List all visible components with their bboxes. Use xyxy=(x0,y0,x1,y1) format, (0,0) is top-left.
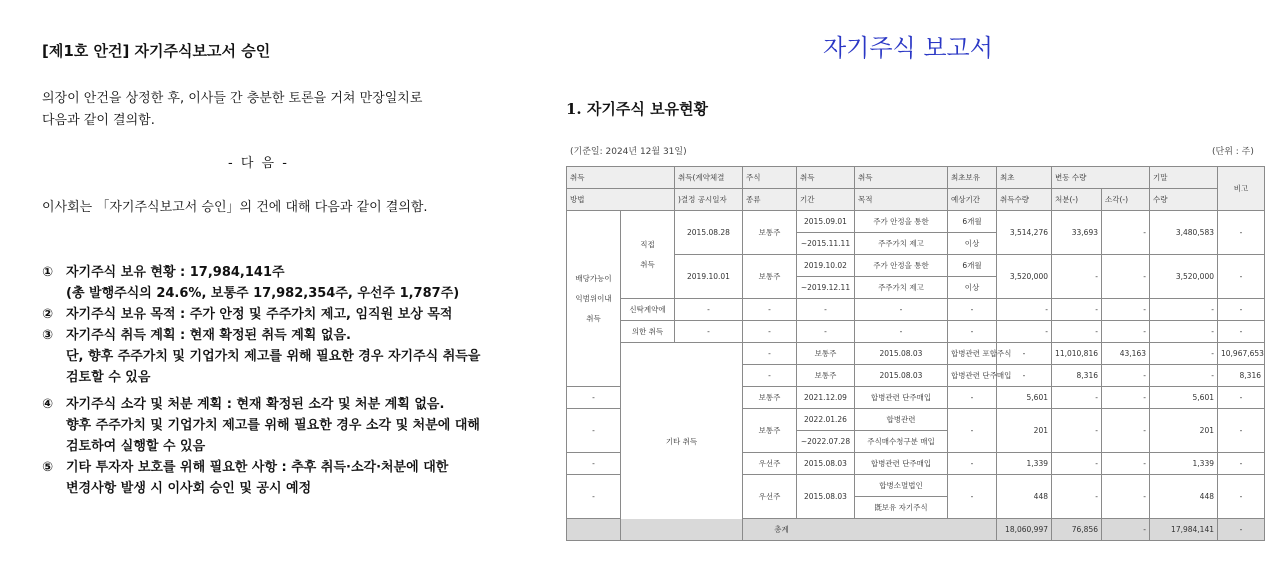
header-cell: 기간 xyxy=(797,189,855,211)
header-row xyxy=(567,167,1265,189)
header-cell: 목적 xyxy=(855,189,948,211)
table-cell: - xyxy=(997,321,1052,343)
table-cell: - xyxy=(948,321,997,343)
table-cell: - xyxy=(1102,255,1150,299)
header-cell: 기말 xyxy=(1150,167,1218,189)
subcategory-cell: 의한 취득 xyxy=(621,321,675,343)
table-cell: 주주가치 제고 xyxy=(855,277,948,299)
table-cell: 2019.10.01 xyxy=(675,255,743,299)
table-cell: 합병관련 단주매입 xyxy=(948,365,997,387)
table-cell: 2021.12.09 xyxy=(797,387,855,409)
table-cell: 보통주 xyxy=(743,211,797,255)
header-cell: 최초보유 xyxy=(948,167,997,189)
table-cell: 3,514,276 xyxy=(997,211,1052,255)
header-cell: 소각(-) xyxy=(1102,189,1150,211)
table-cell: 5,601 xyxy=(1150,387,1218,409)
item-line: 자기주식 취득 계획 : 현재 확정된 취득 계획 없음. xyxy=(66,328,351,343)
table-cell: - xyxy=(1052,409,1102,453)
table-cell: 3,520,000 xyxy=(1150,255,1218,299)
table-cell: 우선주 xyxy=(743,453,797,475)
item-line: 기타 투자자 보호를 위해 필요한 사항 : 추후 취득·소각·처분에 대한 xyxy=(66,460,449,475)
table-row xyxy=(567,299,1265,321)
table-cell: 보통주 xyxy=(797,365,855,387)
table-cell: - xyxy=(743,321,797,343)
table-cell: 2015.08.03 xyxy=(797,453,855,475)
resolution-item-5 xyxy=(42,457,480,499)
table-cell: 2019.10.02 xyxy=(797,255,855,277)
item-number: ② xyxy=(42,307,54,322)
table-cell: 5,601 xyxy=(997,387,1052,409)
table-cell: 既보유 자기주식 xyxy=(855,497,948,519)
header-cell: 방법 xyxy=(567,189,675,211)
agenda-title: [제1호 안건] 자기주식보고서 승인 xyxy=(42,42,271,60)
total-row xyxy=(567,519,1265,541)
unit-label: (단위 : 주) xyxy=(1212,147,1254,157)
header-cell: )결정 공시일자 xyxy=(675,189,743,211)
table-cell: 주주가치 제고 xyxy=(855,233,948,255)
table-cell: 33,693 xyxy=(1052,211,1102,255)
table-cell: 보통주 xyxy=(743,387,797,409)
item-line: 향후 주주가치 및 기업가치 제고를 위해 필요한 경우 소각 및 처분에 대해 xyxy=(66,418,480,433)
table-cell: 43,163 xyxy=(1102,343,1150,365)
table-cell: - xyxy=(1102,519,1150,541)
resolution-item-1 xyxy=(42,262,480,304)
header-cell: 취득(계약체결 xyxy=(675,167,743,189)
table-cell: - xyxy=(1218,519,1265,541)
dagum-heading: - 다 음 - xyxy=(228,156,289,171)
table-cell: - xyxy=(1102,365,1150,387)
table-cell: - xyxy=(1052,299,1102,321)
header-cell: 최초 xyxy=(997,167,1052,189)
table-cell: 합병관련 포합주식 xyxy=(948,343,997,365)
cell-line: 익범위이내 xyxy=(575,293,612,303)
table-cell: - xyxy=(1218,475,1265,519)
item-line: (총 발행주식의 24.6%, 보통주 17,982,354주, 우선주 1,787주) xyxy=(66,286,460,301)
table-cell: ~2019.12.11 xyxy=(797,277,855,299)
table-cell: - xyxy=(1150,321,1218,343)
table-cell: - xyxy=(1218,211,1265,255)
table-row xyxy=(567,343,1265,365)
header-cell: 취득 xyxy=(797,167,855,189)
header-cell: 예상기간 xyxy=(948,189,997,211)
table-cell: 2015.08.03 xyxy=(797,475,855,519)
table-cell: 1,339 xyxy=(997,453,1052,475)
subcategory-cell: 신탁계약에 xyxy=(621,299,675,321)
table-cell: - xyxy=(675,321,743,343)
resolution-item-3 xyxy=(42,325,480,388)
header-cell: 변동 수량 xyxy=(1052,167,1150,189)
table-cell: - xyxy=(1218,321,1265,343)
table-cell: - xyxy=(1102,409,1150,453)
item-number: ③ xyxy=(42,328,54,343)
table-cell: 1,339 xyxy=(1150,453,1218,475)
subcategory-cell xyxy=(621,211,675,299)
table-cell: - xyxy=(567,409,621,453)
table-cell: - xyxy=(997,343,1052,365)
table-cell: - xyxy=(1052,475,1102,519)
table-cell: - xyxy=(1052,255,1102,299)
header-row xyxy=(567,189,1265,211)
table-cell: 우선주 xyxy=(743,475,797,519)
table-cell: 3,520,000 xyxy=(997,255,1052,299)
item-line: 자기주식 보유 현황 : 17,984,141주 xyxy=(66,265,285,280)
table-cell: - xyxy=(743,365,797,387)
total-label: 총계 xyxy=(567,519,997,541)
table-cell: - xyxy=(567,453,621,475)
category-cell xyxy=(567,211,621,387)
intro-paragraph xyxy=(42,88,422,132)
table-cell: - xyxy=(1218,387,1265,409)
resolution-items xyxy=(42,262,480,499)
table-cell: 8,316 xyxy=(1052,365,1102,387)
table-cell: - xyxy=(675,299,743,321)
table-cell: 11,010,816 xyxy=(1052,343,1102,365)
table-row xyxy=(567,321,1265,343)
table-cell: 3,480,583 xyxy=(1150,211,1218,255)
table-cell: - xyxy=(797,321,855,343)
header-cell: 수량 xyxy=(1150,189,1218,211)
table-cell: - xyxy=(948,409,997,453)
table-cell: - xyxy=(1102,299,1150,321)
resolution-item-2 xyxy=(42,304,480,325)
table-cell: - xyxy=(743,343,797,365)
item-number: ① xyxy=(42,265,54,280)
table-cell: - xyxy=(855,321,948,343)
item-line: 단, 향후 주주가치 및 기업가치 제고를 위해 필요한 경우 자기주식 취득을 xyxy=(66,349,481,364)
treasury-stock-table xyxy=(566,166,1265,541)
header-cell: 취득수량 xyxy=(997,189,1052,211)
table-cell: 17,984,141 xyxy=(1150,519,1218,541)
table-cell: ~2015.11.11 xyxy=(797,233,855,255)
header-cell: 취득 xyxy=(855,167,948,189)
table-cell: 이상 xyxy=(948,277,997,299)
table-cell: 2015.08.03 xyxy=(855,365,948,387)
header-cell: 처분(-) xyxy=(1052,189,1102,211)
table-cell: - xyxy=(1150,343,1218,365)
table-cell: 6개월 xyxy=(948,211,997,233)
table-cell: 76,856 xyxy=(1052,519,1102,541)
table-cell: 18,060,997 xyxy=(997,519,1052,541)
header-cell: 종류 xyxy=(743,189,797,211)
table-cell: - xyxy=(1218,453,1265,475)
cell-line: 배당가능이 xyxy=(575,273,612,283)
item-number: ④ xyxy=(42,397,54,412)
table-cell: 합병관련 단주매입 xyxy=(855,387,948,409)
resolution-item-4 xyxy=(42,394,480,457)
table-cell: 448 xyxy=(997,475,1052,519)
table-cell: 이상 xyxy=(948,233,997,255)
resolution-text: 이사회는 「자기주식보고서 승인」의 건에 대해 다음과 같이 결의함. xyxy=(42,200,428,215)
cell-line: 취득 xyxy=(586,313,601,323)
table-cell: - xyxy=(1052,387,1102,409)
table-cell: - xyxy=(1102,475,1150,519)
table-cell: ~2022.07.28 xyxy=(797,431,855,453)
table-cell: 448 xyxy=(1150,475,1218,519)
table-cell: 보통주 xyxy=(743,409,797,453)
table-cell: - xyxy=(1218,299,1265,321)
table-cell: - xyxy=(1052,321,1102,343)
table-cell: - xyxy=(1218,255,1265,299)
table-cell: 2015.08.28 xyxy=(675,211,743,255)
table-cell: 6개월 xyxy=(948,255,997,277)
table-cell: 8,316 xyxy=(1218,365,1265,387)
table-cell: 201 xyxy=(1150,409,1218,453)
table-cell: - xyxy=(1150,365,1218,387)
cell-line: 직접 xyxy=(640,239,655,249)
table-cell: - xyxy=(1150,299,1218,321)
base-date: (기준일: 2024년 12월 31일) xyxy=(570,147,687,157)
table-cell: 2015.09.01 xyxy=(797,211,855,233)
table-cell: - xyxy=(948,453,997,475)
category-cell: 기타 취득 xyxy=(621,343,743,541)
intro-line: 의장이 안건을 상정한 후, 이사들 간 충분한 토론을 거쳐 만장일치로 xyxy=(42,91,423,106)
header-cell: 비고 xyxy=(1218,167,1265,211)
table-cell: 주식매수청구분 매입 xyxy=(855,431,948,453)
cell-line: 취득 xyxy=(640,259,655,269)
table-cell: - xyxy=(1052,453,1102,475)
table-cell: - xyxy=(797,299,855,321)
item-number: ⑤ xyxy=(42,460,54,475)
item-line: 자기주식 소각 및 처분 계획 : 현재 확정된 소각 및 처분 계획 없음. xyxy=(66,397,445,412)
table-cell: - xyxy=(948,299,997,321)
table-cell: 합병소멸법인 xyxy=(855,475,948,497)
table-cell: - xyxy=(1102,387,1150,409)
item-line: 검토하여 실행할 수 있음 xyxy=(66,439,206,454)
table-cell: 합병관련 단주매입 xyxy=(855,453,948,475)
intro-line: 다음과 같이 결의함. xyxy=(42,113,155,128)
table-row xyxy=(567,211,1265,233)
table-cell: - xyxy=(743,299,797,321)
table-cell: - xyxy=(1218,409,1265,453)
table-cell: 보통주 xyxy=(743,255,797,299)
header-cell: 취득 xyxy=(567,167,675,189)
table-cell: - xyxy=(997,365,1052,387)
table-cell: - xyxy=(567,387,621,409)
section-title: 1. 자기주식 보유현황 xyxy=(566,100,709,118)
item-line: 자기주식 보유 목적 : 주가 안정 및 주주가치 제고, 임직원 보상 목적 xyxy=(66,307,453,322)
table-cell: 2015.08.03 xyxy=(855,343,948,365)
table-cell: - xyxy=(948,475,997,519)
report-title: 자기주식 보고서 xyxy=(823,34,993,62)
header-cell: 주식 xyxy=(743,167,797,189)
table-cell: - xyxy=(1102,321,1150,343)
table-cell: 보통주 xyxy=(797,343,855,365)
table-cell: - xyxy=(1102,211,1150,255)
item-line: 검토할 수 있음 xyxy=(66,370,151,385)
table-cell: - xyxy=(948,387,997,409)
table-cell: 2022.01.26 xyxy=(797,409,855,431)
table-cell: 주가 안정을 통한 xyxy=(855,211,948,233)
table-cell: - xyxy=(997,299,1052,321)
table-cell: - xyxy=(855,299,948,321)
table-cell: 201 xyxy=(997,409,1052,453)
table-cell: - xyxy=(1102,453,1150,475)
table-cell: 주가 안정을 통한 xyxy=(855,255,948,277)
board-minutes-panel xyxy=(0,0,560,569)
table-cell: 합병관련 xyxy=(855,409,948,431)
item-line: 변경사항 발생 시 이사회 승인 및 공시 예정 xyxy=(66,481,312,496)
table-cell: - xyxy=(567,475,621,519)
table-cell: 10,967,653 xyxy=(1218,343,1265,365)
